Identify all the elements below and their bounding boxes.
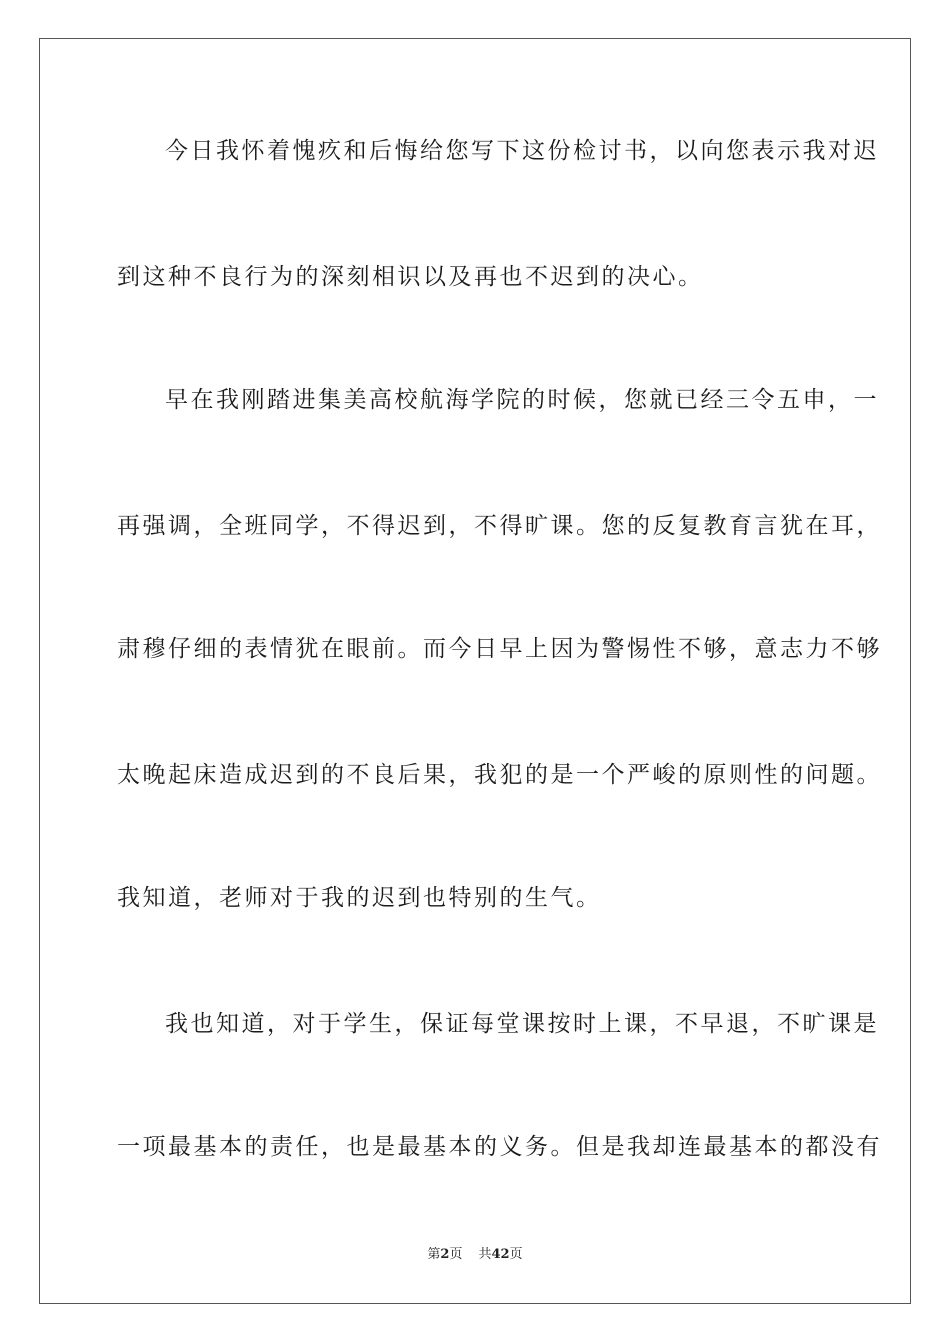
body-text-line: 我也知道，对于学生，保证每堂课按时上课，不早退，不旷课是 [165, 1011, 879, 1037]
footer-page-suffix: 页 [449, 1247, 463, 1262]
body-text-line: 肃穆仔细的表情犹在眼前。而今日早上因为警惕性不够，意志力不够 [117, 636, 882, 662]
footer-page-prefix: 第 [427, 1247, 441, 1262]
page-border [39, 38, 911, 1304]
footer-total-prefix: 共 [478, 1247, 492, 1262]
body-text-line: 到这种不良行为的深刻相识以及再也不迟到的决心。 [117, 264, 704, 290]
body-text-line: 再强调，全班同学，不得迟到，不得旷课。您的反复教育言犹在耳， [117, 513, 882, 539]
body-text-line: 我知道，老师对于我的迟到也特别的生气。 [117, 885, 602, 911]
body-text-line: 一项最基本的责任，也是最基本的义务。但是我却连最基本的都没有 [117, 1134, 882, 1160]
footer-page-total: 42 [491, 1247, 510, 1262]
body-text-line: 今日我怀着愧疚和后悔给您写下这份检讨书，以向您表示我对迟 [165, 138, 879, 164]
footer-total-suffix: 页 [509, 1247, 523, 1262]
page-footer [0, 1246, 950, 1264]
footer-page-current: 2 [440, 1247, 450, 1262]
body-text-line: 早在我刚踏进集美高校航海学院的时候，您就已经三令五申，一 [165, 387, 879, 413]
body-text-line: 太晚起床造成迟到的不良后果，我犯的是一个严峻的原则性的问题。 [117, 762, 882, 788]
